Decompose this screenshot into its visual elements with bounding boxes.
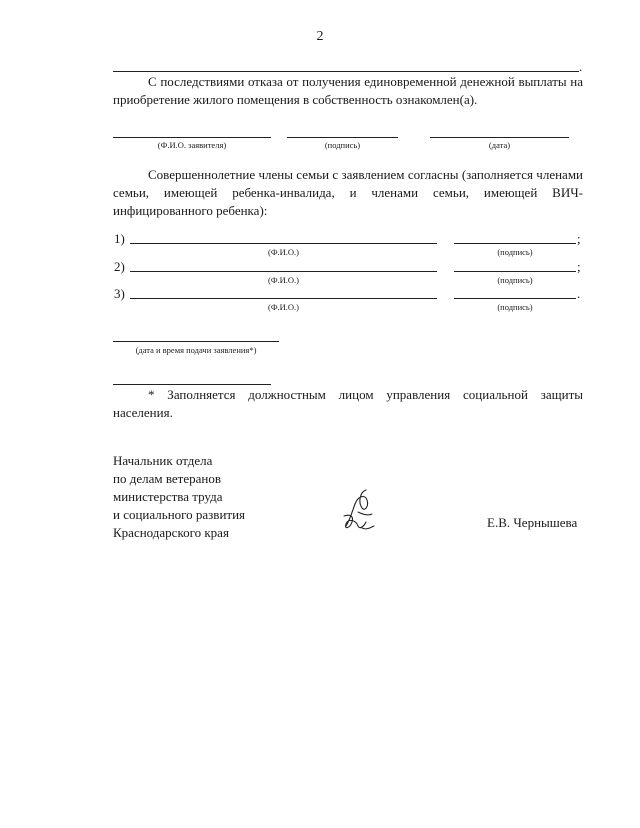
family-row-1-number: 1) (114, 231, 125, 246)
family-row-3-signature-line (454, 298, 576, 299)
applicant-fio-caption: (Ф.И.О. заявителя) (157, 140, 227, 150)
family-row-3-fio-line (130, 298, 437, 299)
consequences-paragraph: С последствиями отказа от получения единовременной денежной выплаты на приобретение жилого помещения в собственность ознакомлен(а). (113, 74, 583, 107)
applicant-signature-line (287, 137, 398, 138)
signatory-position-line: Начальник отдела (113, 453, 213, 468)
family-row-2-number: 2) (114, 259, 125, 274)
family-row-3-end: . (577, 286, 581, 301)
family-row-3-number: 3) (114, 286, 125, 301)
signatory-position-line: и социального развития (113, 507, 246, 522)
family-row-3-signature-caption: (подпись) (497, 302, 533, 312)
family-row-2-fio-line (130, 271, 437, 272)
family-row-1-signature-line (454, 243, 576, 244)
applicant-date-line (430, 137, 569, 138)
family-paragraph: Совершеннолетние члены семьи с заявлением согласны (заполняется членами семьи, имеющей ребенка-инвалида, и членами семьи, имеющей ВИЧ-инфицированного ребенка): (113, 167, 583, 218)
family-row-3-fio-caption: (Ф.И.О.) (267, 302, 300, 312)
family-row-2-end: ; (577, 259, 581, 274)
signatory-position (113, 452, 245, 542)
submission-line (113, 341, 279, 342)
page-number: 2 (316, 29, 324, 44)
family-row-1-end: ; (577, 231, 581, 246)
footnote-rule (113, 384, 271, 385)
applicant-signature-caption: (подпись) (324, 140, 361, 150)
applicant-date-caption: (дата) (488, 140, 511, 150)
handwritten-signature (338, 486, 386, 536)
signatory-name: Е.В. Чернышева (487, 515, 578, 530)
footnote-text: * Заполняется должностным лицом управления социальной защиты населения. (113, 387, 583, 420)
family-row-2-signature-caption: (подпись) (497, 275, 533, 285)
signatory-position-line: по делам ветеранов (113, 471, 221, 486)
applicant-fio-line (113, 137, 271, 138)
family-row-2-fio-caption: (Ф.И.О.) (267, 275, 300, 285)
top-rule (113, 71, 579, 72)
family-row-2-signature-line (454, 271, 576, 272)
top-rule-dot: . (579, 59, 583, 74)
family-row-1-fio-line (130, 243, 437, 244)
family-row-1-signature-caption: (подпись) (497, 247, 533, 257)
signatory-position-line: Краснодарского края (113, 525, 229, 540)
signatory-position-line: министерства труда (113, 489, 223, 504)
family-row-1-fio-caption: (Ф.И.О.) (267, 247, 300, 257)
submission-caption: (дата и время подачи заявления*) (135, 345, 257, 355)
